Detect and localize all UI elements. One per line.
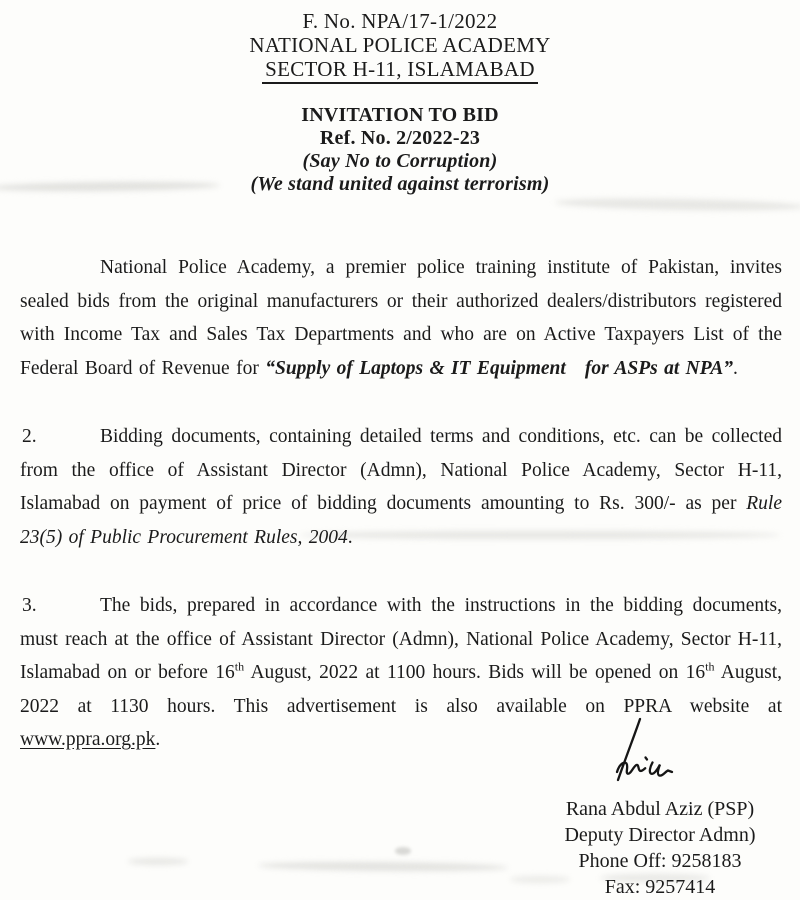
paragraph-number-2: 2.: [22, 426, 37, 447]
ordinal-superscript: th: [705, 659, 715, 674]
paragraph-3-text-2: August, 2022 at 1100 hours. Bids will be opened on 16: [244, 662, 706, 683]
signatory-name: Rana Abdul Aziz (PSP): [565, 798, 755, 820]
ppra-website-link: www.ppra.org.pk: [20, 729, 156, 750]
paragraph-intro: [20, 251, 782, 385]
scan-smudge: [258, 861, 508, 872]
scan-smudge: [395, 847, 411, 855]
slogan-corruption: (Say No to Corruption): [302, 150, 498, 172]
ordinal-superscript: th: [234, 659, 245, 674]
slogan-terrorism: (We stand united against terrorism): [250, 173, 550, 195]
paragraph-3-period: .: [155, 729, 161, 750]
signatory-designation: Deputy Director Admn): [564, 824, 756, 846]
paragraph-3-text-3: August, 2022 at 1130 hours. This advertisement is also available on PPRA website at: [20, 662, 782, 717]
paragraph-2-period: .: [347, 526, 353, 548]
handwritten-signature: [588, 714, 722, 802]
tender-subject: “Supply of Laptops & IT Equipment for ASPs at NPA”: [265, 357, 733, 379]
document-title: INVITATION TO BID: [301, 104, 499, 126]
paragraph-bidding-documents: [20, 420, 782, 554]
signatory-phone: Phone Off: 9258183: [578, 850, 742, 872]
paragraph-2-text: Bidding documents, containing detailed terms and conditions, etc. can be collected from the office of Assistant Director (Admn), National Police Academy, Sector H-11, Islamabad on payment of price of bidding documents amounting to Rs. 300/- as per: [20, 426, 782, 514]
file-number: F. No. NPA/17-1/2022: [302, 9, 498, 33]
reference-number: Ref. No. 2/2022-23: [319, 127, 481, 149]
organization-location: [0, 57, 800, 84]
scan-smudge: [555, 197, 800, 212]
scan-smudge: [128, 858, 188, 865]
paragraph-intro-text: National Police Academy, a premier police training institute of Pakistan, invites sealed bids from the original manufacturers or their authorized dealers/distributors registered with Income Tax and Sales Tax Departments and who are on Active Taxpayers List of the Federal Board of Revenue for: [20, 257, 782, 379]
organization-name: NATIONAL POLICE ACADEMY: [249, 33, 551, 57]
signature-block: [518, 796, 800, 900]
paragraph-intro-period: .: [732, 357, 738, 379]
paragraph-3-text-1: The bids, prepared in accordance with the instructions in the bidding documents, must reach at the office of Assistant Director (Admn), National Police Academy, Sector H-11, Islamabad on or before 16: [20, 595, 782, 683]
title-block: [0, 104, 800, 196]
rule-reference: Rule 23(5) of Public Procurement Rules, 2004: [20, 493, 782, 548]
paragraph-number-3: 3.: [22, 595, 37, 616]
organization-location-underlined: SECTOR H-11, ISLAMABAD: [262, 57, 538, 84]
signatory-fax: Fax: 9257414: [604, 876, 716, 898]
document-header: [0, 9, 800, 84]
